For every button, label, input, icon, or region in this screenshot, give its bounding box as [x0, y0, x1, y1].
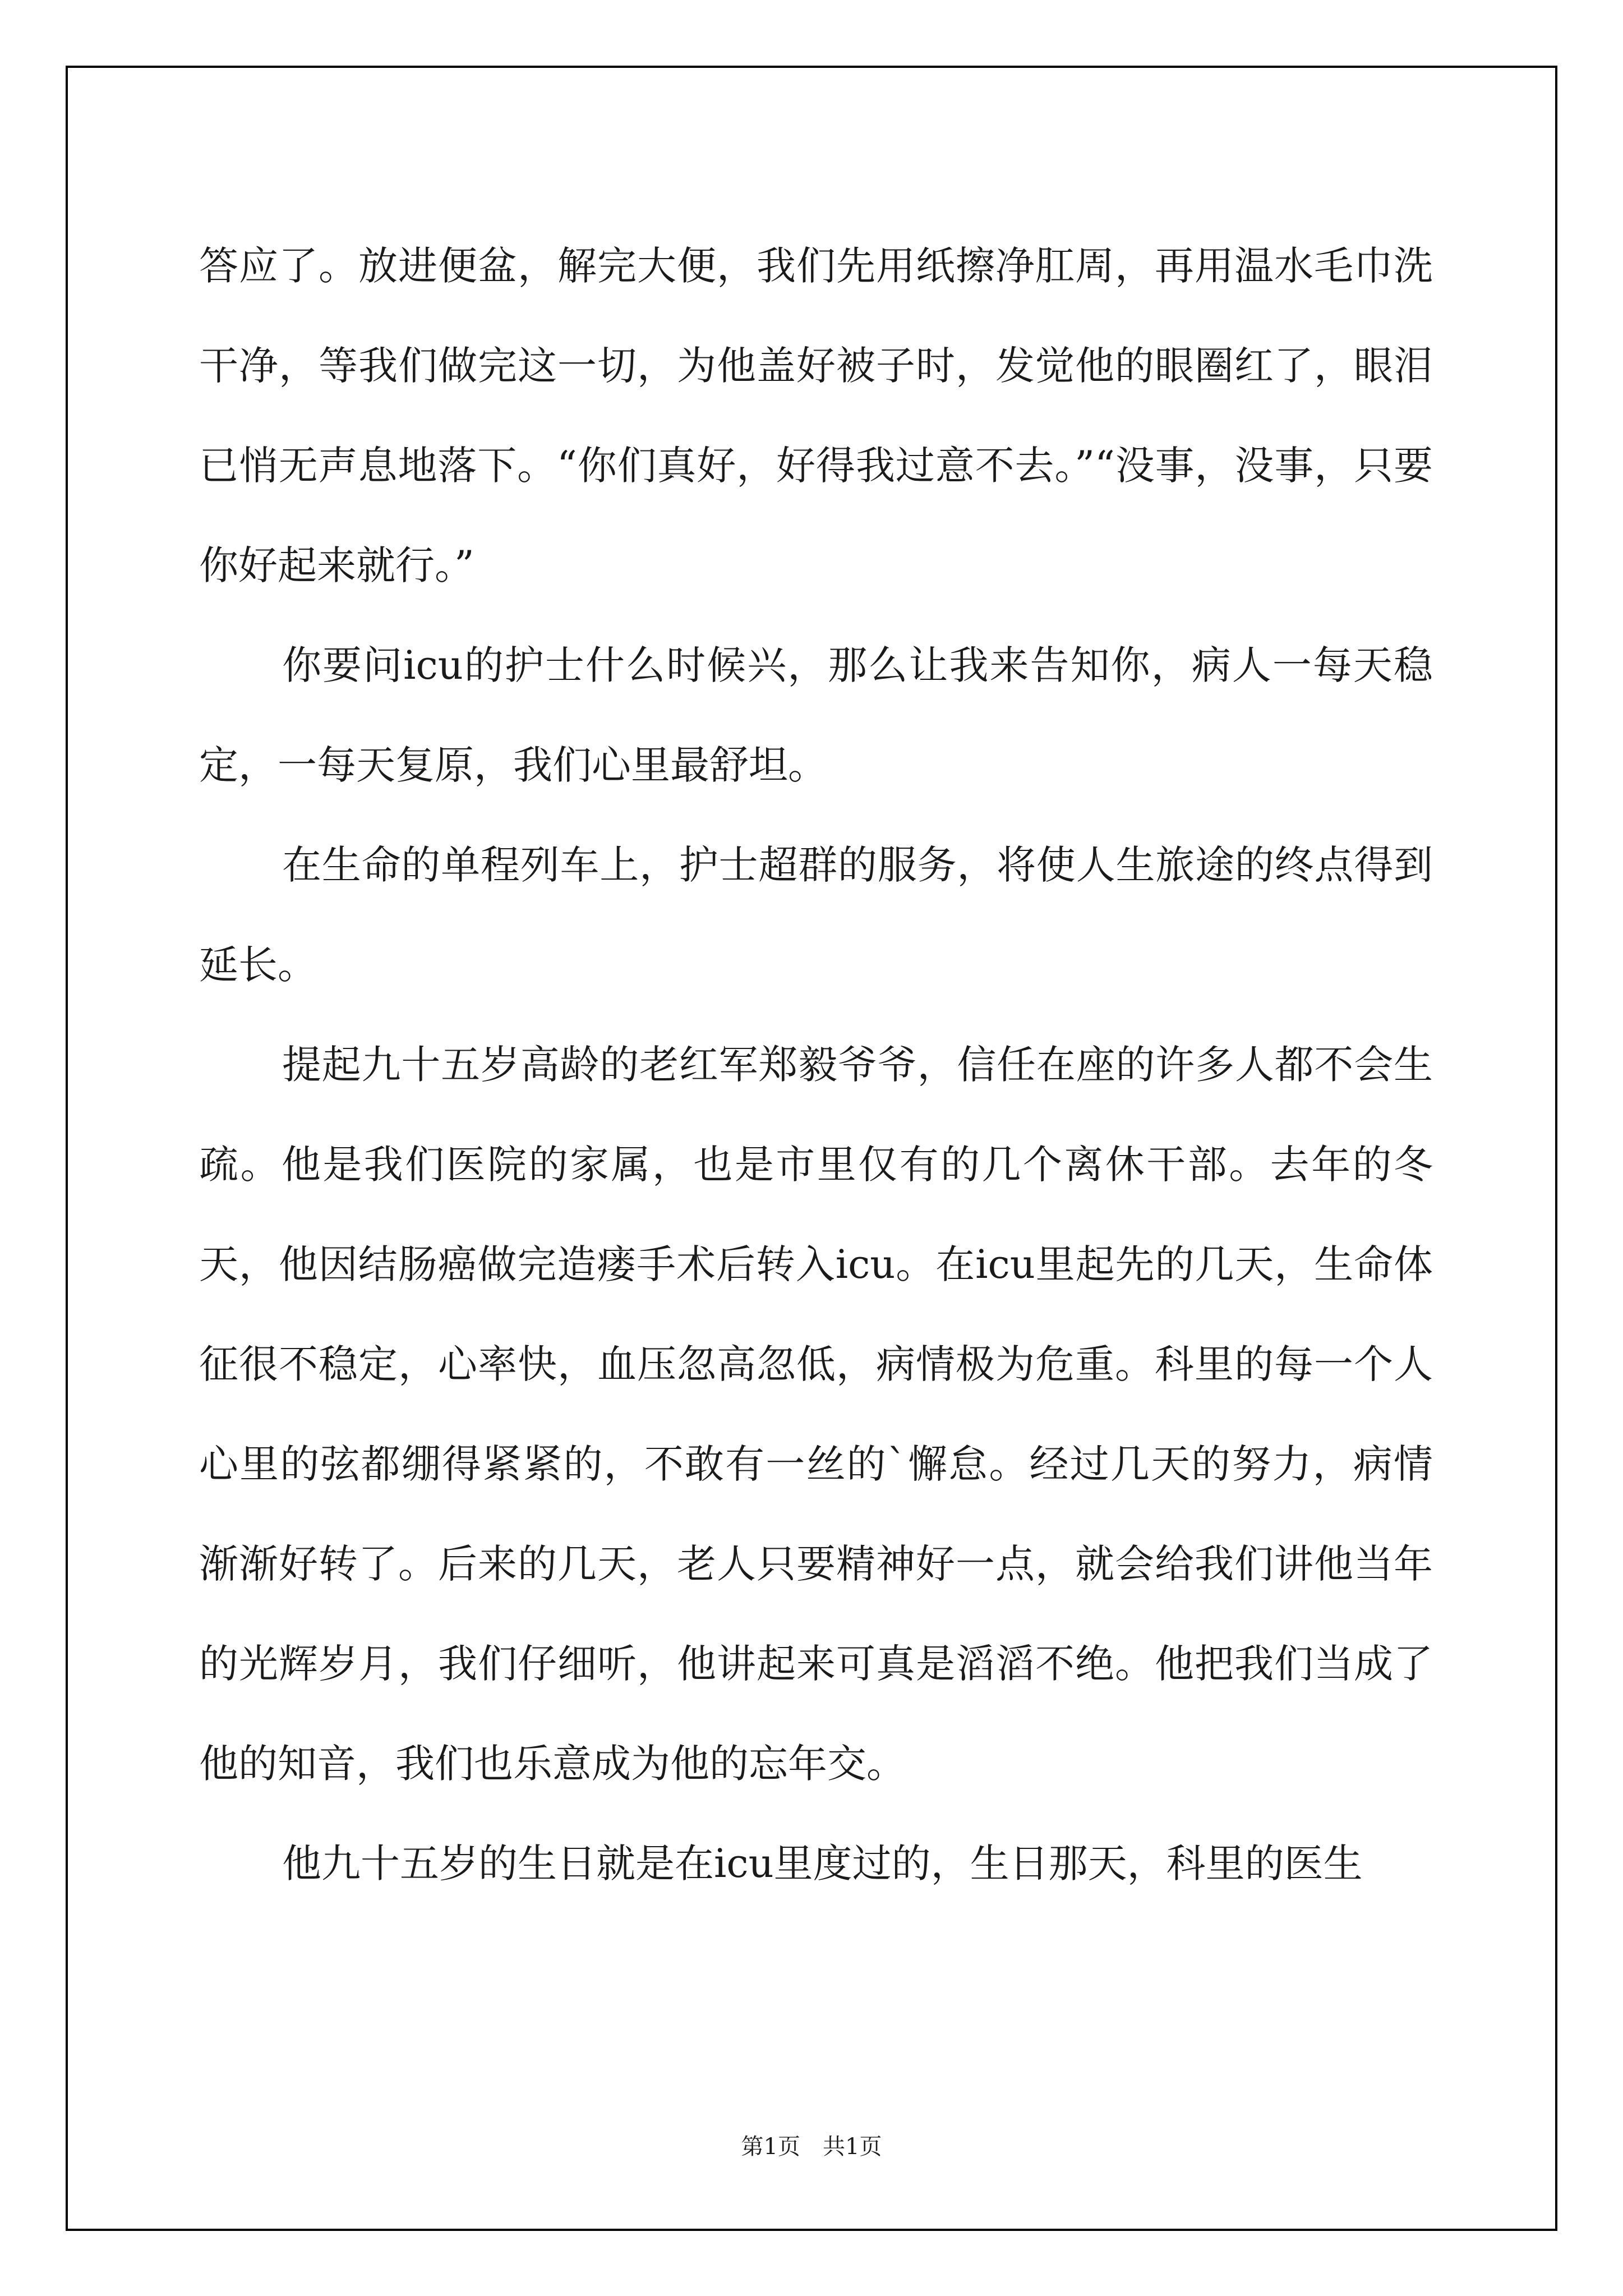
paragraph-2: 你要问icu的护士什么时候兴，那么让我来告知你，病人一每天稳定，一每天复原，我们心里最舒坦。 — [199, 642, 1433, 788]
paragraph-1: 答应了。放进便盆，解完大便，我们先用纸擦净肛周，再用温水毛巾洗干净，等我们做完这一切，为他盖好被子时，发觉他的眼圈红了，眼泪已悄无声息地落下。“你们真好，好得我过意不去。”“没事，没事，只要你好起来就行。” — [199, 243, 1433, 588]
paragraph-4: 提起九十五岁高龄的老红军郑毅爷爷，信任在座的许多人都不会生疏。他是我们医院的家属，也是市里仅有的几个离休干部。去年的冬天，他因结肠癌做完造瘘手术后转入icu。在icu里起先的几天，生命体征很不稳定，心率快，血压忽高忽低，病情极为危重。科里的每一个人心里的弦都绷得紧紧的，不敢有一丝的`懈怠。经过几天的努力，病情渐渐好转了。后来的几天，老人只要精神好一点，就会给我们讲他当年的光辉岁月，我们仔细听，他讲起来可真是滔滔不绝。他把我们当成了他的知音，我们也乐意成为他的忘年交。 — [199, 1042, 1433, 1787]
paragraph-3: 在生命的单程列车上，护士超群的服务，将使人生旅途的终点得到延长。 — [199, 842, 1433, 988]
paragraph-5: 他九十五岁的生日就是在icu里度过的，生日那天，科里的医生 — [282, 1841, 1363, 1887]
page-number-footer: 第1页 共1页 — [741, 2134, 882, 2160]
document-body — [199, 216, 1433, 1913]
